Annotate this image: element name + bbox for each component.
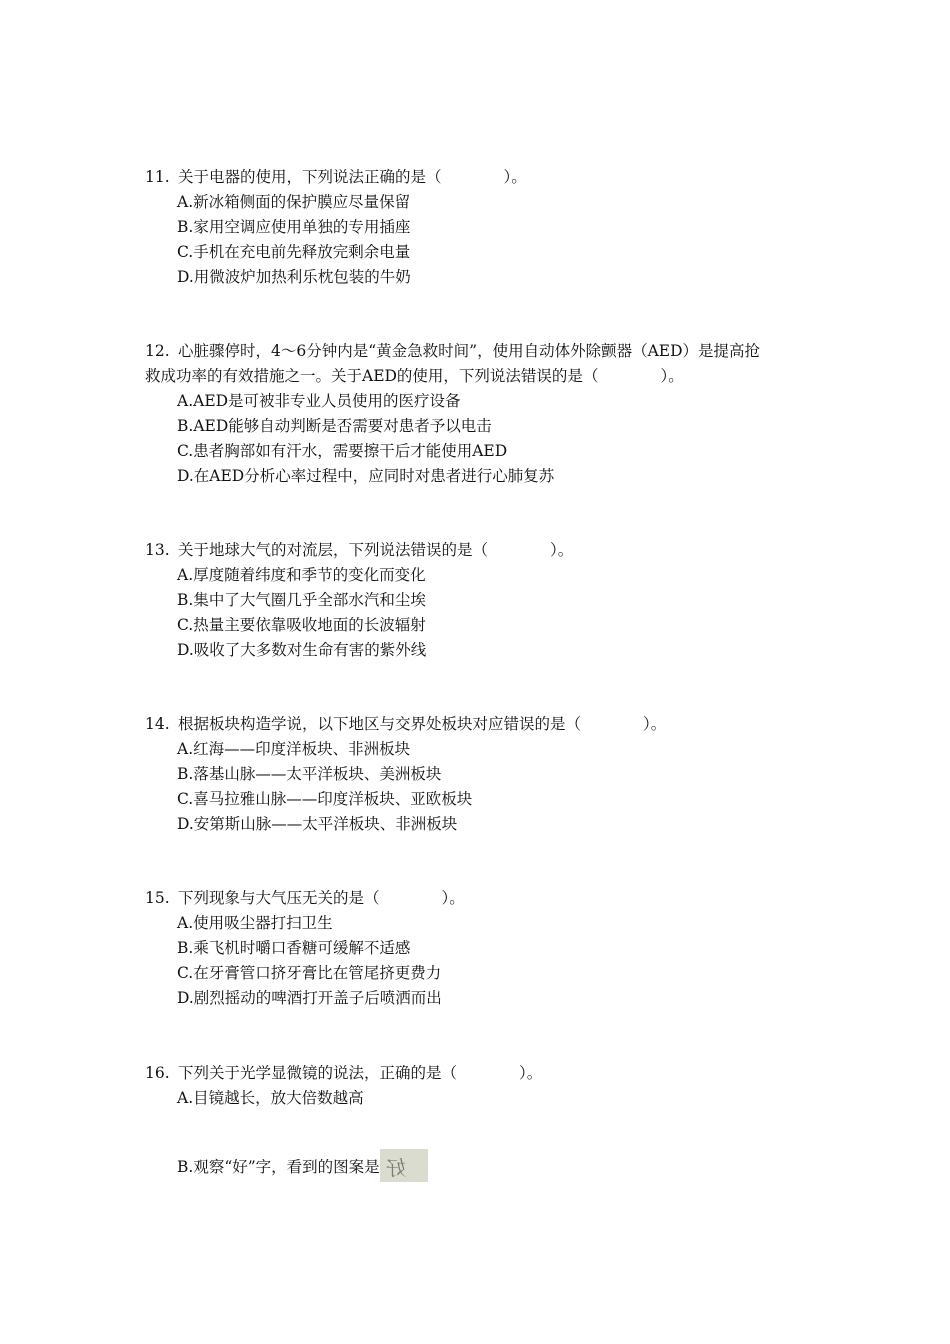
question-number: 12. xyxy=(145,342,170,360)
question-stem: 12. 心脏骤停时，4～6分钟内是“黄金急救时间”，使用自动体外除颤器（AED）是提高抢 xyxy=(145,339,815,364)
question-13 xyxy=(145,538,815,663)
option-a: A.红海——印度洋板块、非洲板块 xyxy=(177,740,411,758)
option-c: C.在牙膏管口挤牙膏比在管尾挤更费力 xyxy=(177,964,442,982)
option-list xyxy=(145,563,815,663)
option-b: B.观察“好”字，看到的图案是 好 xyxy=(177,1149,815,1182)
question-15 xyxy=(145,886,815,1011)
option-d: D.安第斯山脉——太平洋板块、非洲板块 xyxy=(177,815,458,833)
option-c: C.喜马拉雅山脉——印度洋板块、亚欧板块 xyxy=(177,790,473,808)
question-stem: 16. 下列关于光学显微镜的说法，正确的是（ ）。 xyxy=(145,1061,815,1086)
option-a: A.新冰箱侧面的保护膜应尽量保留 xyxy=(177,193,411,211)
question-stem: 11. 关于电器的使用，下列说法正确的是（ ）。 xyxy=(145,165,815,190)
option-list xyxy=(145,911,815,1011)
option-d: D.用微波炉加热利乐枕包装的牛奶 xyxy=(177,268,411,286)
option-list xyxy=(145,737,815,837)
question-stem-continued: 救成功率的有效措施之一。关于AED的使用，下列说法错误的是（ ）。 xyxy=(145,367,684,385)
question-number: 14. xyxy=(145,715,170,733)
option-list xyxy=(145,1086,815,1182)
question-11 xyxy=(145,165,815,290)
option-b: B.乘飞机时嚼口香糖可缓解不适感 xyxy=(177,939,411,957)
question-number: 11. xyxy=(145,168,170,186)
question-12 xyxy=(145,339,815,489)
question-number: 15. xyxy=(145,889,170,907)
option-a: A.厚度随着纬度和季节的变化而变化 xyxy=(177,566,426,584)
option-b: B.集中了大气圈几乎全部水汽和尘埃 xyxy=(177,591,426,609)
question-stem: 14. 根据板块构造学说，以下地区与交界处板块对应错误的是（ ）。 xyxy=(145,712,815,737)
option-a: A.使用吸尘器打扫卫生 xyxy=(177,914,333,932)
option-c: C.患者胸部如有汗水，需要擦干后才能使用AED xyxy=(177,442,508,460)
question-number: 13. xyxy=(145,541,170,559)
option-a: A.目镜越长，放大倍数越高 xyxy=(177,1089,364,1107)
option-a: A.AED是可被非专业人员使用的医疗设备 xyxy=(177,392,461,410)
option-d: D.吸收了大多数对生命有害的紫外线 xyxy=(177,641,427,659)
question-14 xyxy=(145,712,815,837)
question-number: 16. xyxy=(145,1064,170,1082)
option-b: B.落基山脉——太平洋板块、美洲板块 xyxy=(177,765,442,783)
option-d: D.剧烈摇动的啤酒打开盖子后喷洒而出 xyxy=(177,989,442,1007)
option-b: B.AED能够自动判断是否需要对患者予以电击 xyxy=(177,417,492,435)
question-stem: 13. 关于地球大气的对流层，下列说法错误的是（ ）。 xyxy=(145,538,815,563)
question-16 xyxy=(145,1061,815,1182)
mirrored-character-image: 好 xyxy=(380,1149,428,1182)
option-list xyxy=(145,389,815,489)
option-c: C.手机在充电前先释放完剩余电量 xyxy=(177,243,411,261)
option-list xyxy=(145,190,815,290)
option-c: C.热量主要依靠吸收地面的长波辐射 xyxy=(177,616,426,634)
option-b: B.家用空调应使用单独的专用插座 xyxy=(177,218,411,236)
option-d: D.在AED分析心率过程中，应同时对患者进行心肺复苏 xyxy=(177,467,555,485)
question-stem: 15. 下列现象与大气压无关的是（ ）。 xyxy=(145,886,815,911)
